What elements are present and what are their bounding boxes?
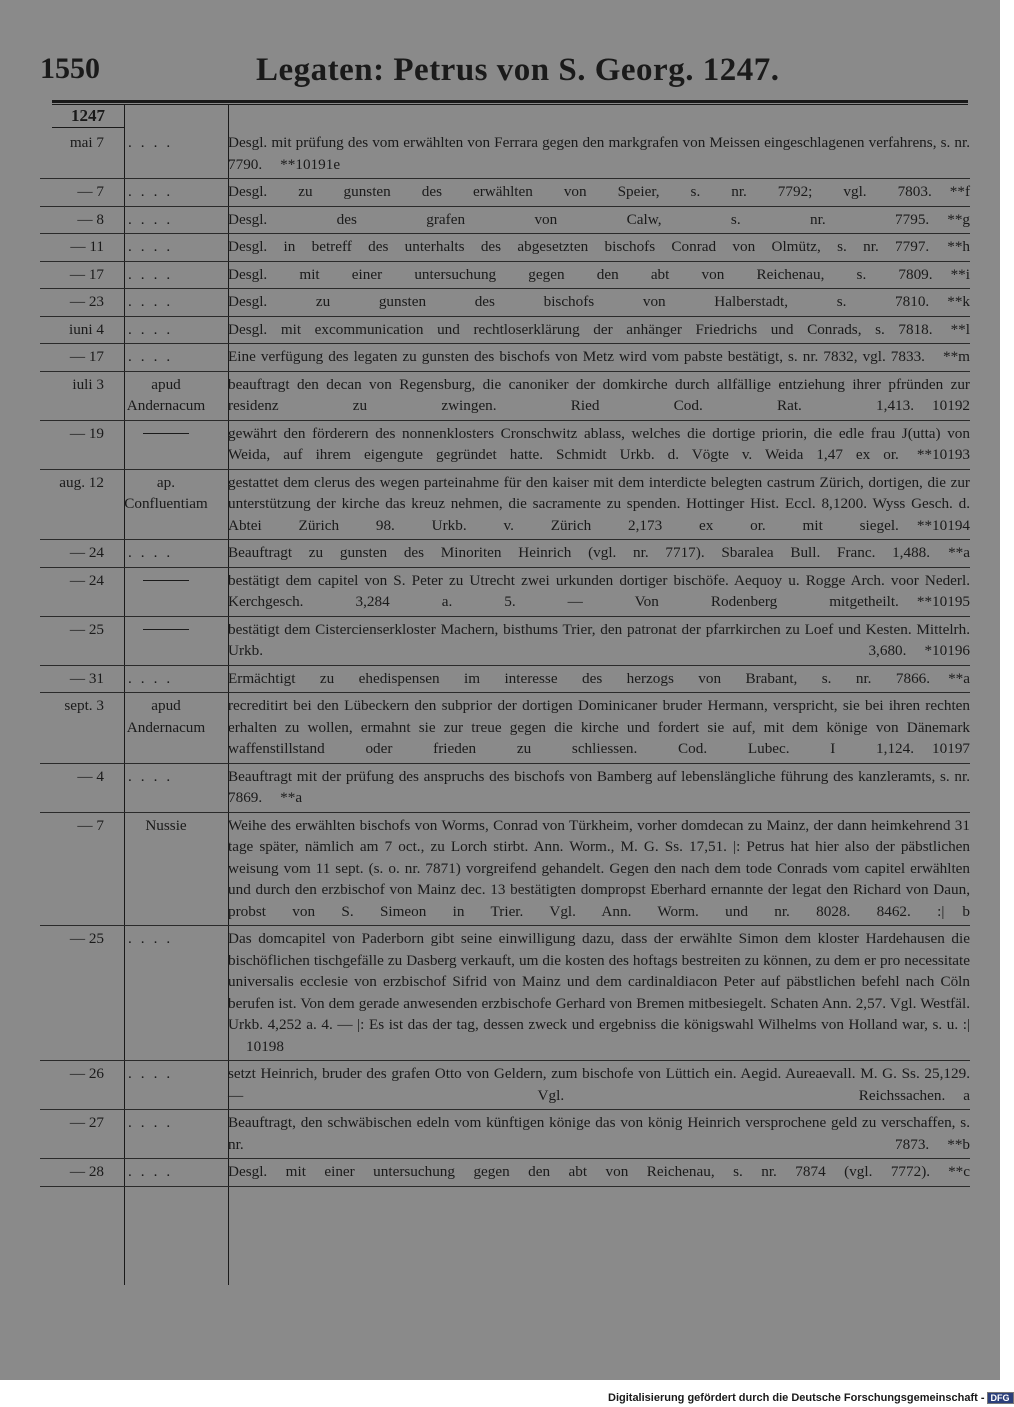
entry-text (218, 695, 970, 760)
entry-reference: **i (950, 265, 970, 283)
header-rule-thin (52, 104, 968, 105)
entry-text (218, 668, 970, 690)
entry-row (40, 1110, 970, 1159)
entry-reference: **c (948, 1163, 970, 1180)
place-ditto-dash (114, 570, 218, 613)
entry-body: Desgl. mit excommunication und rechtloserklärung der anhänger Friedrichs und Conrads, s. 7818. (228, 320, 933, 338)
entry-reference: **10191e (280, 155, 341, 173)
entry-reference: **a (280, 789, 303, 806)
place-omitted-dots: .... (128, 265, 180, 283)
entry-row (40, 317, 970, 345)
entry-date: — 27 (69, 1114, 104, 1131)
place-omitted-dots: .... (128, 767, 180, 785)
entry-reference: b (962, 902, 970, 920)
entry-body: Desgl. mit einer untersuchung gegen den abt von Reichenau, s. nr. 7874 (vgl. 7772). (228, 1163, 931, 1180)
entry-body: Desgl. des grafen von Calw, s. nr. 7795. (228, 210, 930, 228)
entry-row (40, 421, 970, 470)
entry-row (40, 372, 970, 421)
entry-place: Nussie (145, 816, 187, 834)
place-omitted-dots: .... (128, 183, 180, 200)
entry-date: — 7 (77, 816, 104, 834)
entry-body: Eine verfügung des legaten zu gunsten des bischofs von Metz wird vom pabste bestätigt, s. nr. 7832, vgl. 7833. (228, 348, 925, 365)
entry-reference: **m (942, 348, 970, 365)
entry-reference: **10194 (916, 516, 970, 534)
entry-text (218, 542, 970, 564)
entry-date: — 25 (69, 620, 104, 638)
entry-text (218, 766, 970, 809)
entry-body: bestätigt dem capitel von S. Peter zu Utrecht zwei urkunden dortiger bischöfe. Aequoy u. Rogge Arch. voor Nederl. Kerchgesch. 3,284 a. 5. — Von Rodenberg mitgetheilt. (228, 571, 970, 610)
entry-text (218, 928, 970, 1057)
entry-reference: **h (947, 238, 970, 255)
footer-text: Digitalisierung gefördert durch die Deutsche Forschungsgemeinschaft - (608, 1392, 985, 1404)
entry-body: Beauftragt, den schwäbischen edeln vom künftigen könige das von könig Heinrich versprochene geld zu verschaffen, s. nr. 7873. (228, 1114, 970, 1153)
entry-date: — 26 (69, 1065, 104, 1082)
entry-row (40, 1159, 970, 1187)
place-omitted-dots: .... (128, 134, 180, 151)
entry-body: Desgl. mit prüfung des vom erwählten von Ferrara gegen den markgrafen von Meissen eingeschlagenen verfahrens, s. nr. 7790. (228, 134, 970, 173)
entry-row (40, 179, 970, 207)
entry-reference: **g (947, 210, 970, 228)
entry-row (40, 764, 970, 813)
entry-text (218, 236, 970, 258)
place-omitted-dots: .... (128, 210, 180, 228)
entry-date: aug. 12 (59, 473, 104, 491)
entry-date: — 23 (69, 293, 104, 310)
place-omitted-dots: .... (128, 293, 180, 310)
entry-date: — 11 (70, 238, 104, 255)
entry-body: Beauftragt zu gunsten des Minoriten Heinrich (vgl. nr. 7717). Sbaralea Bull. Franc. 1,488. (228, 544, 931, 561)
entry-row (40, 234, 970, 262)
entry-place: ap. Confluentiam (124, 473, 208, 512)
entry-text (218, 319, 970, 341)
footer-credit (608, 1392, 1014, 1404)
entry-text (218, 374, 970, 417)
place-omitted-dots: .... (128, 348, 180, 365)
entry-row (40, 926, 970, 1061)
entry-date: — 4 (77, 767, 104, 785)
entry-text (218, 1063, 970, 1106)
entry-date: — 24 (69, 544, 104, 561)
entry-date: iuli 3 (72, 375, 104, 393)
place-omitted-dots: .... (128, 1114, 180, 1131)
entry-date: — 8 (77, 210, 104, 228)
place-ditto-dash (114, 423, 218, 466)
entry-date: — 31 (69, 669, 104, 687)
entry-reference: **k (947, 293, 970, 310)
entry-text (218, 1112, 970, 1155)
entry-text (218, 570, 970, 613)
entry-row (40, 130, 970, 179)
entry-reference: **a (948, 669, 970, 687)
entry-row (40, 207, 970, 235)
entry-body: Desgl. in betreff des unterhalts des abgesetzten bischofs Conrad von Olmütz, s. nr. 7797. (228, 238, 930, 255)
entry-reference: **f (949, 183, 970, 200)
entry-row (40, 540, 970, 568)
entry-place: apud Andernacum (126, 375, 206, 414)
entry-text (218, 291, 970, 313)
entry-body: Desgl. zu gunsten des erwählten von Speier, s. nr. 7792; vgl. 7803. (228, 183, 932, 200)
dfg-logo: DFG (987, 1392, 1014, 1404)
entry-row (40, 1061, 970, 1110)
entry-body: Beauftragt mit der prüfung des anspruchs des bischofs von Bamberg auf lebenslängliche führung des kanzleramts, s. nr. 7869. (228, 767, 970, 806)
place-omitted-dots: .... (128, 930, 180, 947)
entry-body: Ermächtigt zu ehedispensen im interesse des herzogs von Brabant, s. nr. 7866. (228, 669, 931, 687)
entry-date: iuni 4 (68, 320, 104, 338)
entry-body: setzt Heinrich, bruder des grafen Otto von Geldern, zum bischofe von Lüttich ein. Aegid. Aureaevall. M. G. Ss. 25,129. — Vgl. Reichssachen. (228, 1065, 970, 1104)
regesta-table (40, 130, 970, 1187)
entry-row (40, 666, 970, 694)
entry-body: Weihe des erwählten bischofs von Worms, Conrad von Türkheim, vorher domdecan zu Mainz, der dann heimkehrend 31 tage später, nämlich am 7 oct., zu Lorch stirbt. Ann. Worm., M. G. Ss. 17,51. |: Petrus hat hier also der päbstlichen weisung vom 11 sept. (s. o. nr. 7871) vorgreifend gehandelt. Gegen den nach dem tode Conrads vom capitel erwählten und durch den erzbischof von Mainz dec. 13 bestätigten dompropst Eberhard ernannte der legat den Richard von Daun, probst von S. Simeon in Trier. Vgl. Ann. Worm. und nr. 8028. 8462. :| (228, 816, 970, 920)
entry-date: — 17 (69, 348, 104, 365)
entry-row (40, 813, 970, 927)
entry-text (218, 815, 970, 923)
entry-body: bestätigt dem Cistercienserkloster Machern, bisthums Trier, den patronat der pfarrkirchen zu Loef und Kesten. Mittelrh. Urkb. 3,680. (228, 620, 970, 659)
entry-reference: 10198 (246, 1037, 284, 1055)
entry-date: mai 7 (69, 134, 104, 151)
entry-row (40, 568, 970, 617)
entry-text (218, 1161, 970, 1183)
place-omitted-dots: .... (128, 320, 180, 338)
entry-row (40, 470, 970, 541)
place-omitted-dots: .... (128, 238, 180, 255)
entry-date: — 7 (77, 183, 104, 200)
entry-text (218, 132, 970, 175)
place-omitted-dots: .... (128, 1065, 180, 1082)
entry-reference: 10192 (932, 397, 970, 414)
entry-body: beauftragt den decan von Regensburg, die canoniker der domkirche durch allfällige entziehung ihrer pfründen zur residenz zu zwingen. Ried Cod. Rat. 1,413. (228, 375, 970, 414)
page-header (40, 52, 970, 92)
entry-text (218, 264, 970, 286)
entry-text (218, 181, 970, 203)
entry-body: recreditirt bei den Lübeckern den subprior der dortigen Dominicaner bruder Hermann, verspricht, sie bei ihren rechten erhalten zu wollen, ermahnt sie zur treue gegen die kirche und fordert sie auf, mit dem könige von Dänemark waffenstillstand oder frieden zu schliessen. Cod. Lubec. I 1,124. (228, 697, 970, 757)
entry-date: — 17 (69, 265, 104, 283)
ditto-line (143, 580, 189, 581)
entry-place: apud Andernacum (126, 697, 206, 736)
entry-row (40, 262, 970, 290)
entry-body: Desgl. zu gunsten des bischofs von Halberstadt, s. 7810. (228, 293, 930, 310)
entry-row (40, 617, 970, 666)
entry-date: sept. 3 (64, 697, 104, 714)
ditto-line (143, 433, 189, 434)
page-number: 1550 (40, 52, 100, 85)
entry-date: — 24 (69, 571, 104, 589)
entry-reference: *10196 (924, 642, 970, 659)
entry-reference: **a (948, 544, 970, 561)
entry-date: — 25 (69, 930, 104, 947)
entry-body: Desgl. mit einer untersuchung gegen den abt von Reichenau, s. 7809. (228, 265, 933, 283)
entry-row (40, 693, 970, 764)
place-omitted-dots: .... (128, 1163, 180, 1180)
entry-date: — 28 (69, 1163, 104, 1180)
header-rule (52, 100, 968, 103)
entry-row (40, 289, 970, 317)
entry-body: Das domcapitel von Paderborn gibt seine einwilligung dazu, dass der erwählte Simon dem kloster Hardehausen die bischöflichen tischgefälle zu Dasberg verkauft, um die kosten des hoftags bestreiten zu können, zu dem er pro necessitate universalis ecclesie von erzbischof Sifrid von Mainz und dem cardinaldiacon Peter auf päbstlichen befehl nach Cöln berufen ist. Von dem gerade anwesenden erzbischofe Gerhard von Bremen mitbesiegelt. Schaten Ann. 2,57. Vgl. Westfäl. Urkb. 4,252 a. 4. — |: Es ist das der tag, dessen zweck und ergebniss die königswahl Wilhelms von Holland war, s. u. :| (228, 930, 970, 1033)
entry-reference: **10193 (916, 446, 970, 463)
entry-text (218, 209, 970, 231)
entry-reference: **10195 (916, 593, 970, 610)
entry-row (40, 344, 970, 372)
entry-text (218, 423, 970, 466)
year-label: 1247 (52, 105, 124, 128)
place-omitted-dots: .... (128, 544, 180, 561)
entry-reference: 10197 (932, 740, 970, 757)
entry-text (218, 346, 970, 368)
running-title: Legaten: Petrus von S. Georg. 1247. (256, 52, 780, 88)
entry-text (218, 619, 970, 662)
entry-text (218, 472, 970, 537)
ditto-line (143, 629, 189, 630)
entry-body: gewährt den förderern des nonnenklosters Cronschwitz ablass, welches die dortige priorin, die edle frau J(utta) von Weida, auf ihrem eigengute gegründet hatte. Schmidt Urkb. d. Vögte v. Weida 1,47 ex or. (228, 424, 970, 463)
entry-body: gestattet dem clerus des wegen parteinahme für den kaiser mit dem interdicte belegten castrum Zürich, dortigen, die zur unterstützung der kirche das kreuz nehmen, die sacramente zu spenden. Hottinger Hist. Eccl. 8,1200. Wyss Gesch. d. Abtei Zürich 98. Urkb. v. Zürich 2,173 ex or. mit siegel. (228, 473, 970, 534)
entry-reference: **l (950, 320, 970, 338)
entry-reference: **b (947, 1135, 970, 1153)
place-ditto-dash (114, 619, 218, 662)
entry-date: — 19 (69, 424, 104, 442)
place-omitted-dots: .... (128, 669, 180, 687)
entry-reference: a (963, 1086, 970, 1104)
